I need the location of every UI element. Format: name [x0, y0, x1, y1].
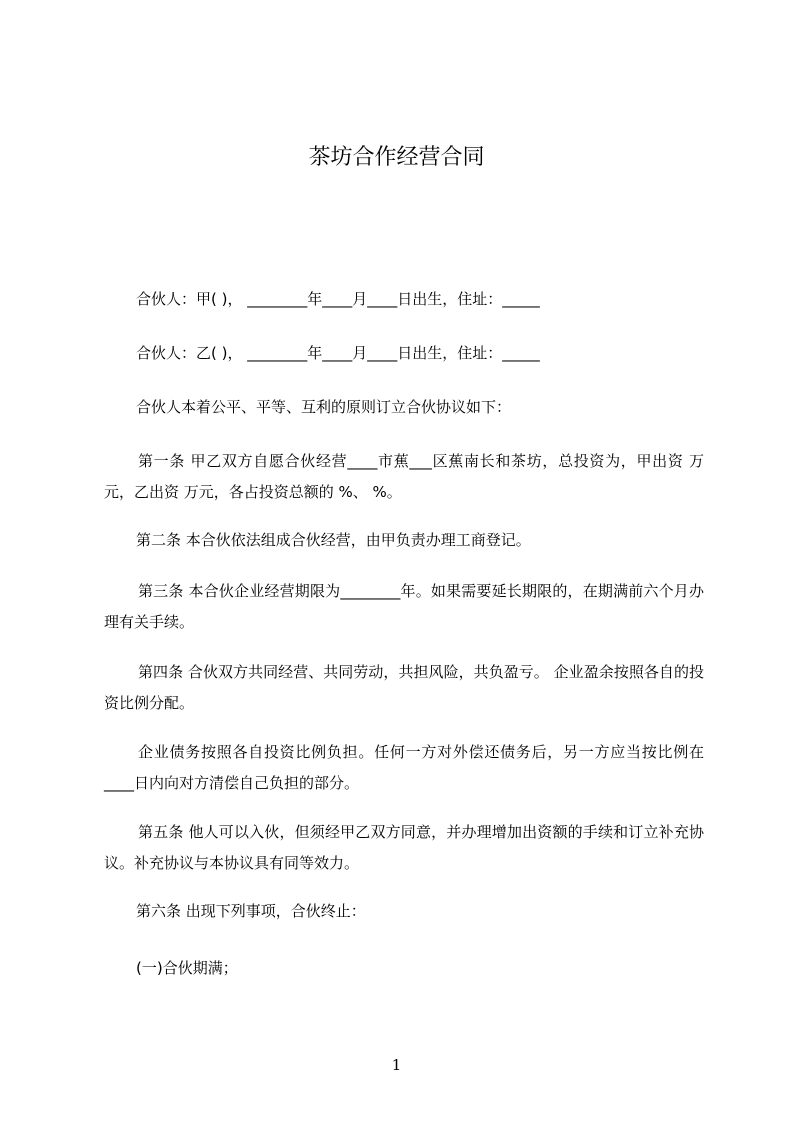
article-3: 第三条 本合伙企业经营期限为________年。如果需要延长期限的，在期满前六个月办理有关手续。	[104, 582, 704, 631]
page-number: 1	[391, 1056, 402, 1074]
article-1: 第一条 甲乙双方自愿合伙经营____市蕉___区蕉南长和茶坊，总投资为，甲出资 万元，乙出资 万元，各占投资总额的 %、 %。	[104, 452, 704, 501]
partner-b-line: 合伙人：乙( )， ________年____月____日出生，住址：_____	[136, 344, 540, 362]
intro-paragraph: 合伙人本着公平、平等、互利的原则订立合伙协议如下：	[136, 398, 512, 416]
partner-a-line: 合伙人：甲( )， ________年____月____日出生，住址：_____	[136, 290, 540, 308]
article-2: 第二条 本合伙依法组成合伙经营，由甲负责办理工商登记。	[136, 531, 531, 549]
debt-paragraph: 企业债务按照各自投资比例负担。任何一方对外偿还债务后，另一方应当按比例在____日内向对方清偿自己负担的部分。	[104, 743, 704, 792]
article-5: 第五条 他人可以入伙，但须经甲乙双方同意，并办理增加出资额的手续和订立补充协议。补充协议与本协议具有同等效力。	[104, 823, 704, 872]
termination-item-1: (一)合伙期满；	[136, 959, 238, 977]
document-title: 茶坊合作经营合同	[308, 145, 485, 170]
article-6: 第六条 出现下列事项，合伙终止：	[136, 902, 366, 920]
article-4: 第四条 合伙双方共同经营、共同劳动，共担风险，共负盈亏。 企业盈余按照各自的投资比例分配。	[104, 663, 704, 712]
